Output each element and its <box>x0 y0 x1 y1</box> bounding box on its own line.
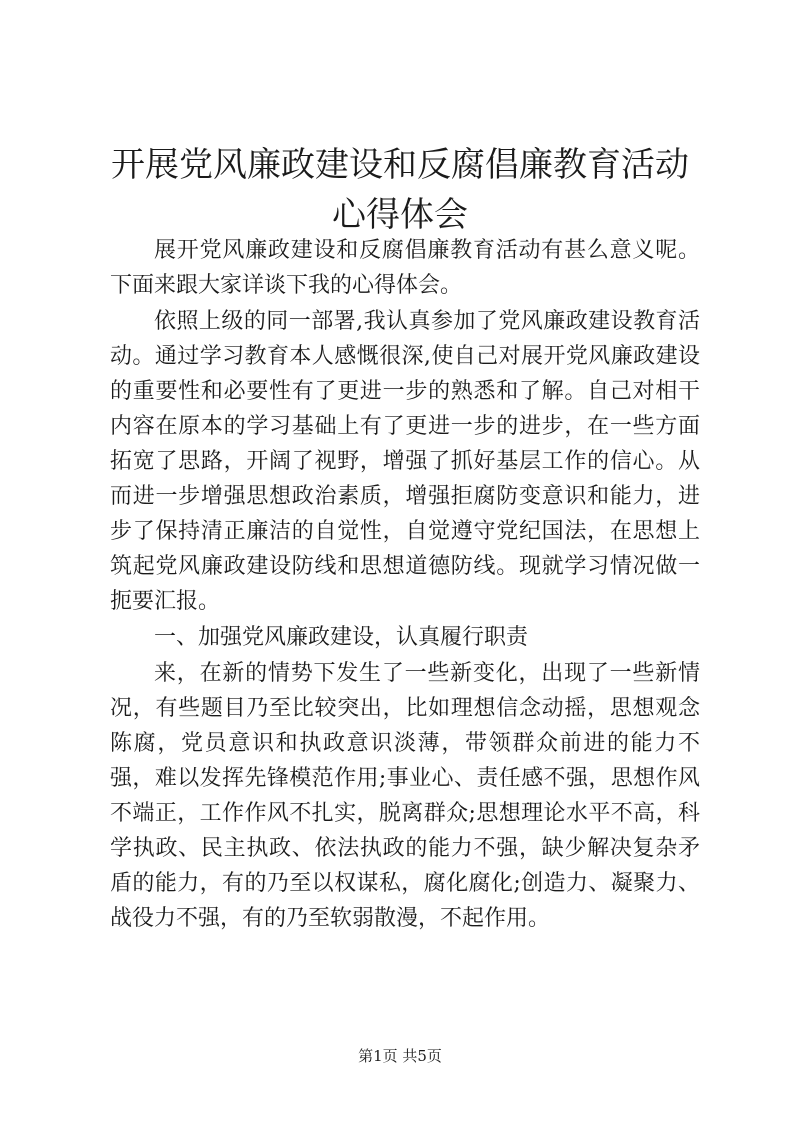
paragraph-study-summary: 依照上级的同一部署,我认真参加了党风廉政建设教育活动。通过学习教育本人感慨很深,使自己对展开党风廉政建设的重要性和必要性有了更进一步的熟悉和了解。自己对相干内容在原本的学习基础上有了更进一步的进步，在一些方面拓宽了思路，开阔了视野，增强了抓好基层工作的信心。从而进一步增强思想政治素质，增强拒腐防变意识和能力，进步了保持清正廉洁的自觉性，自觉遵守党纪国法，在思想上筑起党风廉政建设防线和思想道德防线。现就学习情况做一扼要汇报。 <box>110 309 700 614</box>
paragraph-problems: 来，在新的情势下发生了一些新变化，出现了一些新情况，有些题目乃至比较突出，比如理想信念动摇，思想观念陈腐，党员意识和执政意识淡薄，带领群众前进的能力不强，难以发挥先锋模范作用;事业心、责任感不强，思想作风不端正，工作作风不扎实，脱离群众;思想理论水平不高，科学执政、民主执政、依法执政的能力不强，缺少解决复杂矛盾的能力，有的乃至以权谋私，腐化腐化;创造力、凝聚力、战役力不强，有的乃至软弱散漫，不起作用。 <box>110 661 700 931</box>
document-title: 开展党风廉政建设和反腐倡廉教育活动心得体会 <box>111 145 689 235</box>
paragraph-intro: 展开党风廉政建设和反腐倡廉教育活动有甚么意义呢。下面来跟大家详谈下我的心得体会。 <box>110 238 700 298</box>
section-heading-1: 一、加强党风廉政建设，认真履行职责 <box>154 625 529 650</box>
page-number-footer: 第1页 共5页 <box>358 1047 442 1065</box>
document-body <box>110 233 700 937</box>
